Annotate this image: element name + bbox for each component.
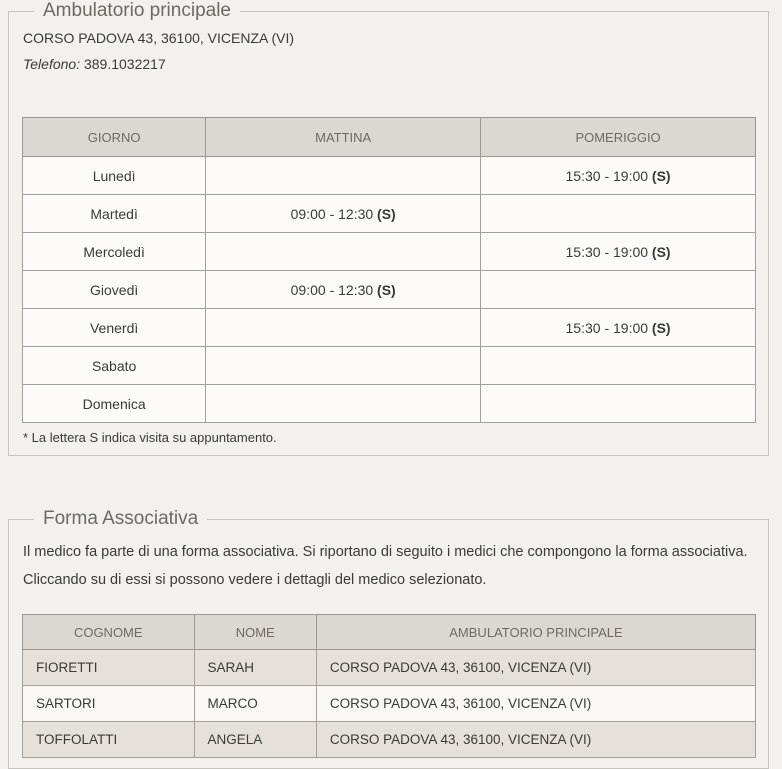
schedule-row: [23, 195, 756, 233]
phone-label: Telefono:: [23, 56, 81, 72]
doctor-ambulatorio[interactable]: CORSO PADOVA 43, 36100, VICENZA (VI): [316, 686, 755, 722]
col-header-giorno: GIORNO: [23, 118, 206, 157]
doctor-cognome[interactable]: FIORETTI: [23, 650, 195, 686]
schedule-mattina-cell: 09:00 - 12:30 (S): [206, 271, 481, 309]
schedule-mattina-cell: [206, 309, 481, 347]
schedule-mattina-cell: [206, 347, 481, 385]
schedule-row: [23, 347, 756, 385]
schedule-row: [23, 385, 756, 423]
doctor-cognome[interactable]: TOFFOLATTI: [23, 722, 195, 758]
doctor-nome[interactable]: ANGELA: [194, 722, 316, 758]
forma-associativa-panel: [8, 508, 769, 769]
schedule-mattina-cell: [206, 233, 481, 271]
schedule-row: [23, 309, 756, 347]
col-header-mattina: MATTINA: [206, 118, 481, 157]
doctors-table: [22, 614, 756, 758]
appointment-flag: (S): [651, 319, 671, 336]
schedule-header-row: [23, 118, 756, 157]
schedule-pomeriggio-cell: [481, 271, 756, 309]
schedule-day-cell: Sabato: [23, 347, 206, 385]
address-text: CORSO PADOVA 43, 36100, VICENZA (VI): [23, 30, 295, 46]
doctors-header-row: [23, 615, 756, 650]
panel-title: Ambulatorio principale: [43, 0, 231, 21]
panel-title: Forma Associativa: [43, 508, 199, 529]
schedule-day-cell: Lunedì: [23, 157, 206, 195]
schedule-row: [23, 157, 756, 195]
doctor-ambulatorio[interactable]: CORSO PADOVA 43, 36100, VICENZA (VI): [316, 722, 755, 758]
schedule-day-cell: Giovedì: [23, 271, 206, 309]
phone-value: 389.1032217: [83, 56, 166, 72]
schedule-pomeriggio-cell: [481, 385, 756, 423]
schedule-mattina-cell: [206, 385, 481, 423]
col-header-ambulatorio: AMBULATORIO PRINCIPALE: [316, 615, 755, 650]
doctor-nome[interactable]: MARCO: [194, 686, 316, 722]
description-line-1: Il medico fa parte di una forma associativa. Si riportano di seguito i medici che compongono la forma associativa.: [23, 544, 748, 560]
schedule-mattina-cell: [206, 157, 481, 195]
doctor-row-toffolatti[interactable]: [23, 722, 756, 758]
schedule-pomeriggio-cell: [481, 347, 756, 385]
appointment-flag: (S): [377, 281, 396, 298]
schedule-pomeriggio-cell: 15:30 - 19:00 (S): [481, 233, 756, 271]
col-header-pomeriggio: POMERIGGIO: [481, 118, 756, 157]
schedule-pomeriggio-cell: 15:30 - 19:00 (S): [481, 309, 756, 347]
appointment-flag: (S): [651, 243, 671, 260]
doctor-row-fioretti[interactable]: [23, 650, 756, 686]
description-line-2: Cliccando su di essi si possono vedere i dettagli del medico selezionato.: [23, 572, 487, 588]
schedule-pomeriggio-cell: [481, 195, 756, 233]
forma-description: [23, 538, 756, 594]
appointment-flag: (S): [377, 205, 396, 222]
ambulatorio-principale-panel: [8, 0, 769, 456]
doctor-ambulatorio[interactable]: CORSO PADOVA 43, 36100, VICENZA (VI): [316, 650, 755, 686]
schedule-row: [23, 271, 756, 309]
schedule-table: [22, 117, 756, 423]
phone-line: [23, 56, 756, 72]
schedule-day-cell: Martedì: [23, 195, 206, 233]
appointment-flag: (S): [651, 167, 671, 184]
doctor-nome[interactable]: SARAH: [194, 650, 316, 686]
schedule-pomeriggio-cell: 15:30 - 19:00 (S): [481, 157, 756, 195]
schedule-day-cell: Venerdì: [23, 309, 206, 347]
col-header-cognome: COGNOME: [23, 615, 195, 650]
doctor-cognome[interactable]: SARTORI: [23, 686, 195, 722]
col-header-nome: NOME: [194, 615, 316, 650]
schedule-day-cell: Domenica: [23, 385, 206, 423]
doctor-row-sartori[interactable]: [23, 686, 756, 722]
schedule-mattina-cell: 09:00 - 12:30 (S): [206, 195, 481, 233]
schedule-footnote: * La lettera S indica visita su appuntamento.: [23, 430, 277, 445]
schedule-row: [23, 233, 756, 271]
schedule-day-cell: Mercoledì: [23, 233, 206, 271]
